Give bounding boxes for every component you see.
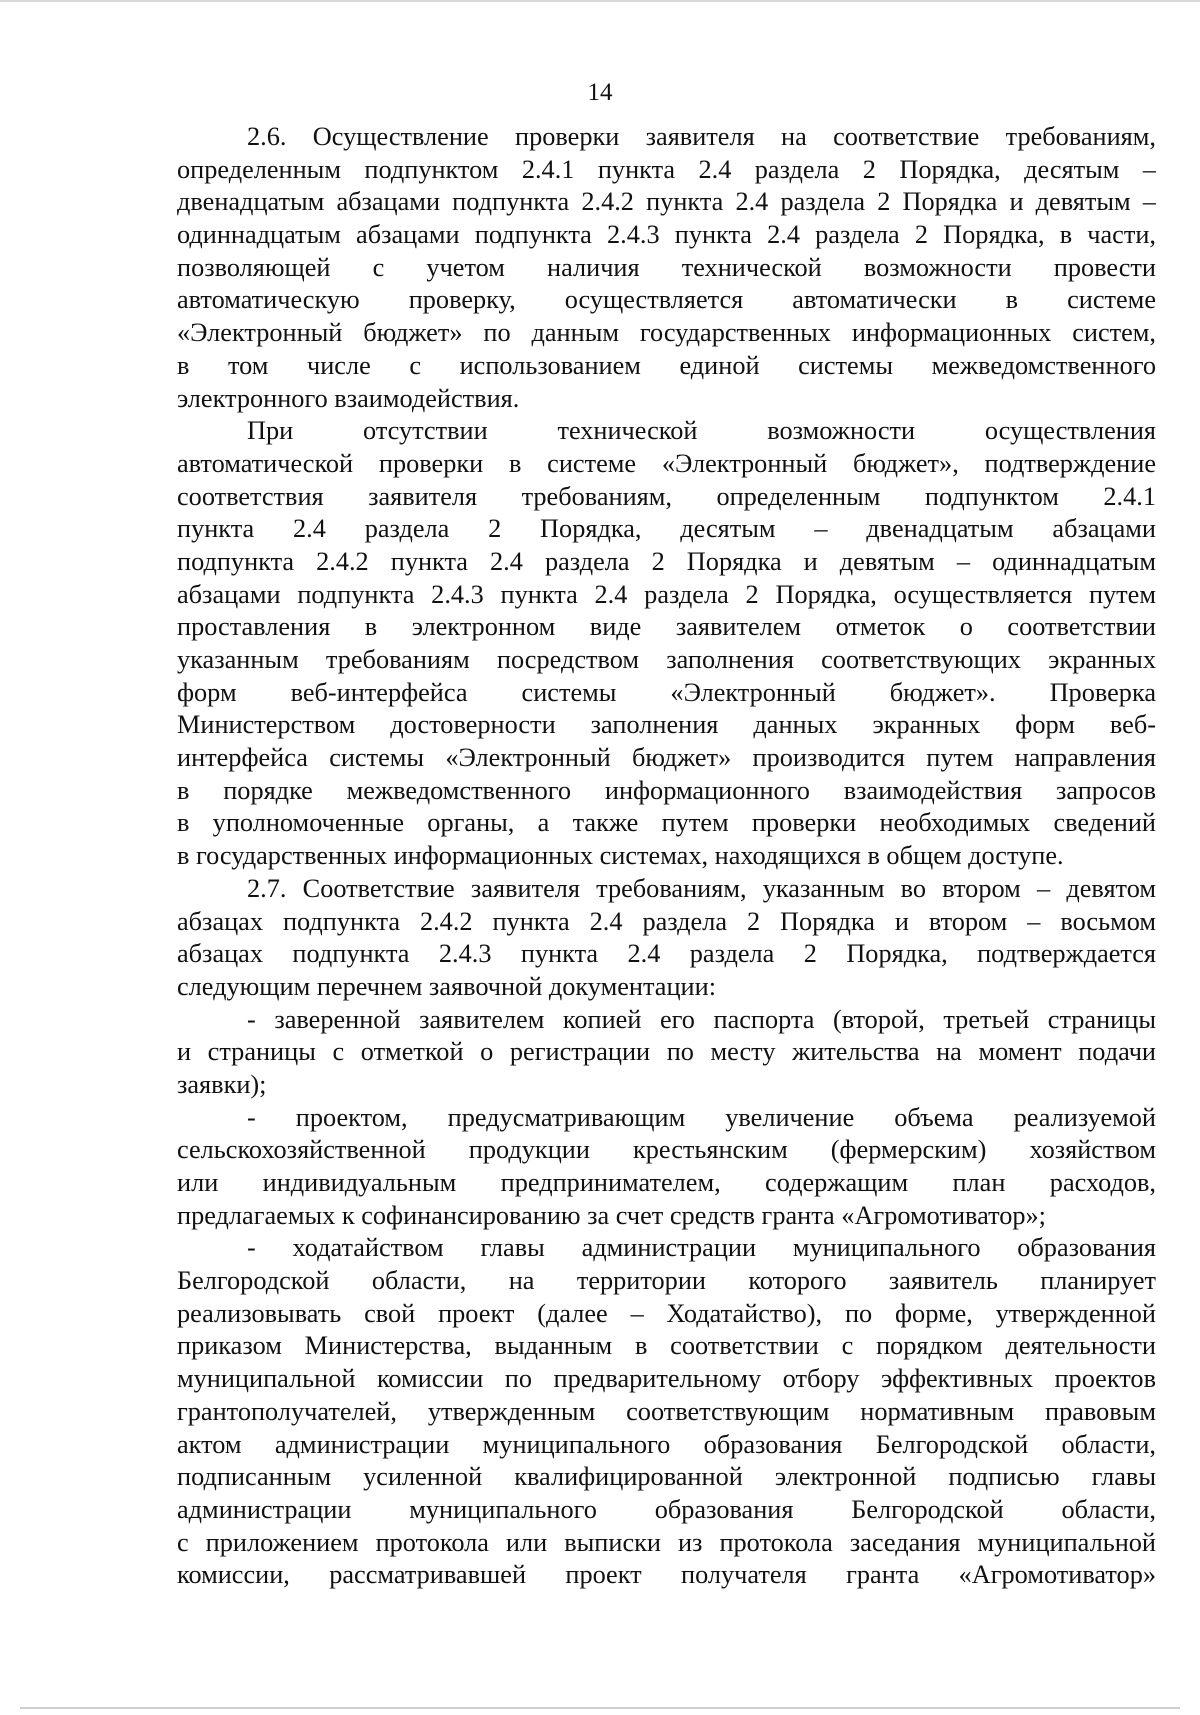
text-line: подпункта 2.4.2 пункта 2.4 раздела 2 Порядка и девятым – одиннадцатым: [177, 546, 1156, 576]
text-line: двенадцатым абзацами подпункта 2.4.2 пункта 2.4 раздела 2 Порядка и девятым –: [177, 187, 1156, 217]
text-line: проставления в электронном виде заявителем отметок о соответствии: [177, 612, 1156, 642]
text-line: соответствия заявителя требованиям, определенным подпунктом 2.4.1: [177, 481, 1156, 511]
text-line: - проектом, предусматривающим увеличение объема реализуемой: [247, 1102, 1156, 1132]
text-line: реализовывать свой проект (далее – Ходатайство), по форме, утвержденной: [177, 1298, 1156, 1328]
text-line: комиссии, рассматривавшей проект получателя гранта «Агромотиватор»: [177, 1560, 1156, 1590]
text-line: грантополучателей, утвержденным соответствующим нормативным правовым: [177, 1396, 1156, 1426]
text-line: автоматическую проверку, осуществляется автоматически в системе: [177, 285, 1156, 315]
text-line: заявки);: [177, 1069, 267, 1099]
scan-edge-bottom: [20, 1707, 1180, 1709]
text-line: электронного взаимодействия.: [177, 383, 520, 413]
text-line: форм веб-интерфейса системы «Электронный бюджет». Проверка: [177, 677, 1156, 707]
text-line: администрации муниципального образования Белгородской области,: [177, 1494, 1156, 1524]
text-line: одиннадцатым абзацами подпункта 2.4.3 пункта 2.4 раздела 2 Порядка, в части,: [177, 220, 1156, 250]
text-line: подписанным усиленной квалифицированной электронной подписью главы: [177, 1462, 1156, 1492]
text-line: и страницы с отметкой о регистрации по месту жительства на момент подачи: [177, 1037, 1156, 1067]
scan-edge-top: [0, 0, 1200, 2]
text-line: с приложением протокола или выписки из протокола заседания муниципальной: [177, 1527, 1156, 1557]
body-text: [177, 121, 1156, 1592]
text-line: позволяющей с учетом наличия технической возможности провести: [177, 252, 1156, 282]
text-line: муниципальной комиссии по предварительному отбору эффективных проектов: [177, 1364, 1156, 1394]
text-line: автоматической проверки в системе «Электронный бюджет», подтверждение: [177, 448, 1156, 478]
text-line: абзацах подпункта 2.4.3 пункта 2.4 раздела 2 Порядка, подтверждается: [177, 939, 1156, 969]
text-line: приказом Министерства, выданным в соответствии с порядком деятельности: [177, 1331, 1156, 1361]
text-line: - заверенной заявителем копией его паспорта (второй, третьей страницы: [247, 1004, 1156, 1034]
text-line: или индивидуальным предпринимателем, содержащим план расходов,: [177, 1168, 1156, 1197]
text-line: сельскохозяйственной продукции крестьянским (фермерским) хозяйством: [177, 1135, 1156, 1165]
text-line: в государственных информационных системах, находящихся в общем доступе.: [177, 841, 1064, 871]
text-line: предлагаемых к софинансированию за счет средств гранта «Агромотиватор»;: [177, 1200, 1046, 1230]
text-line: указанным требованиям посредством заполнения соответствующих экранных: [177, 645, 1156, 674]
text-line: 2.6. Осуществление проверки заявителя на соответствие требованиям,: [247, 122, 1156, 151]
text-line: - ходатайством главы администрации муниципального образования: [247, 1233, 1156, 1263]
text-line: в том числе с использованием единой системы межведомственного: [177, 350, 1156, 380]
text-line: в уполномоченные органы, а также путем проверки необходимых сведений: [177, 808, 1156, 838]
text-line: абзацах подпункта 2.4.2 пункта 2.4 раздела 2 Порядка и втором – восьмом: [177, 906, 1156, 936]
text-line: определенным подпунктом 2.4.1 пункта 2.4 раздела 2 Порядка, десятым –: [177, 154, 1156, 184]
text-line: абзацами подпункта 2.4.3 пункта 2.4 раздела 2 Порядка, осуществляется путем: [177, 579, 1156, 609]
text-line: следующим перечнем заявочной документации:: [177, 971, 717, 1001]
text-line: Министерством достоверности заполнения данных экранных форм веб-: [177, 710, 1156, 740]
text-line: интерфейса системы «Электронный бюджет» производится путем направления: [177, 743, 1156, 773]
text-line: «Электронный бюджет» по данным государственных информационных систем,: [177, 318, 1156, 348]
text-line: 2.7. Соответствие заявителя требованиям, указанным во втором – девятом: [247, 873, 1156, 903]
text-line: актом администрации муниципального образования Белгородской области,: [177, 1429, 1156, 1459]
text-line: Белгородской области, на территории которого заявитель планирует: [177, 1266, 1156, 1296]
text-line: При отсутствии технической возможности осуществления: [247, 416, 1156, 446]
text-line: в порядке межведомственного информационного взаимодействия запросов: [177, 775, 1156, 805]
text-line: пункта 2.4 раздела 2 Порядка, десятым – двенадцатым абзацами: [177, 514, 1156, 544]
page-number: 14: [587, 79, 613, 106]
